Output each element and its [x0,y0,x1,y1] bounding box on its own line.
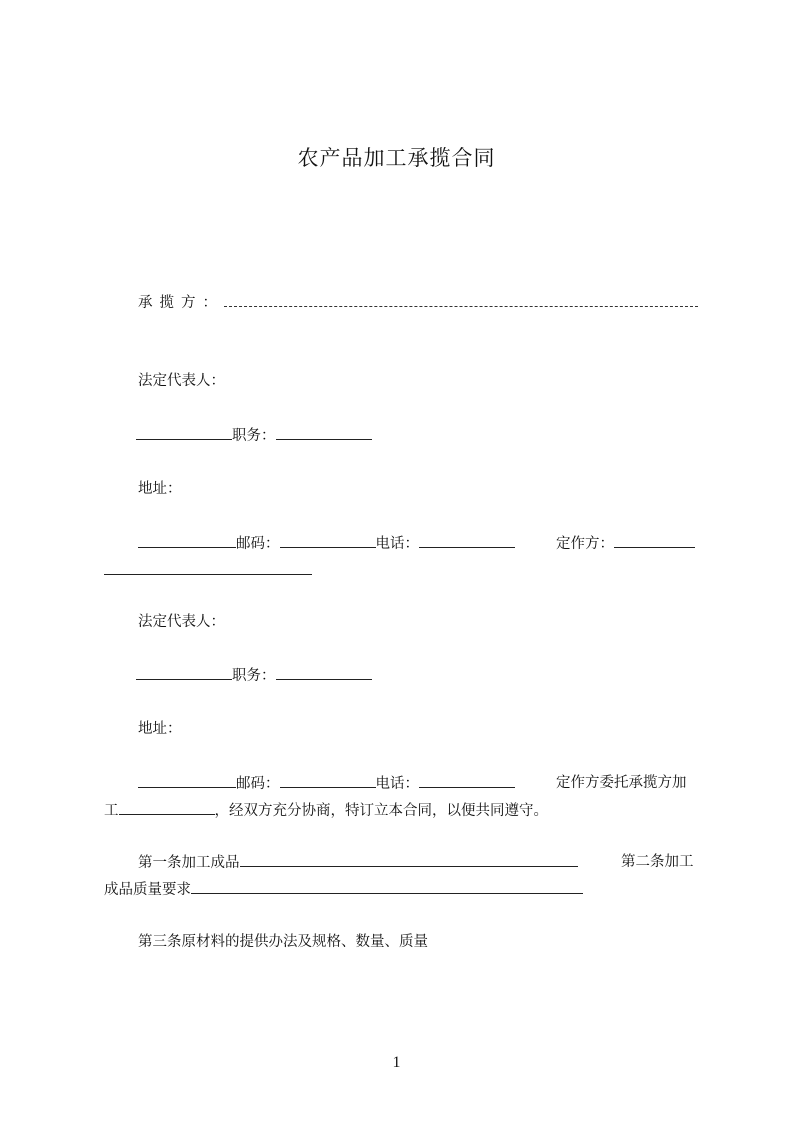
client-contact-line [138,773,515,794]
contractor-postcode-blank[interactable] [280,533,376,548]
article-2-label-part1: 第二条加工 [621,854,694,870]
page-number: 1 [392,1054,401,1071]
contractor-name-blank[interactable] [224,292,698,307]
contractor-position-blank[interactable] [276,425,372,440]
client-postcode-label: 邮码： [236,776,280,792]
client-line [556,533,695,554]
contractor-address-label: 地址： [138,481,182,497]
agreement-line [104,800,548,821]
client-address-label: 地址： [138,721,182,737]
contractor-line [138,292,698,313]
article-1-line [138,852,578,873]
client-name-blank-cont[interactable] [104,560,312,575]
contractor-address-blank[interactable] [138,533,236,548]
contractor-contact-line [138,533,515,554]
contract-title: 农产品加工承揽合同 [297,146,496,170]
client-name-continuation [104,560,312,581]
contractor-phone-blank[interactable] [419,533,515,548]
processing-item-blank[interactable] [119,800,215,815]
client-position-label: 职务： [232,668,276,684]
agreement-text-a: 定作方委托承揽方加 [556,775,687,791]
article-2-label-part2: 成品质量要求 [104,882,191,898]
contractor-label: 承揽方： [138,295,224,311]
client-phone-label: 电话： [375,776,419,792]
contractor-postcode-label: 邮码： [236,536,280,552]
client-position-blank[interactable] [276,665,372,680]
client-name-blank[interactable] [614,533,695,548]
contractor-representative-blank[interactable] [136,425,232,440]
agreement-text-b: 工 [104,803,119,819]
client-representative-blank[interactable] [136,665,232,680]
client-label: 定作方： [556,536,614,552]
client-phone-blank[interactable] [419,773,515,788]
client-position-line [136,665,372,686]
contractor-representative-label: 法定代表人： [138,373,225,389]
contractor-phone-label: 电话： [375,536,419,552]
contractor-position-label: 职务： [232,428,276,444]
agreement-text-c: ，经双方充分协商，特订立本合同，以便共同遵守。 [214,803,548,819]
client-address-blank[interactable] [138,773,236,788]
client-postcode-blank[interactable] [280,773,376,788]
client-representative-label: 法定代表人： [138,614,225,630]
article-1-label: 第一条加工成品 [138,855,240,871]
article-3-label: 第三条原材料的提供办法及规格、数量、质量 [138,934,428,950]
article-1-blank[interactable] [240,852,578,867]
contractor-position-line [136,425,372,446]
article-2-line [104,879,583,900]
article-2-blank[interactable] [191,879,583,894]
